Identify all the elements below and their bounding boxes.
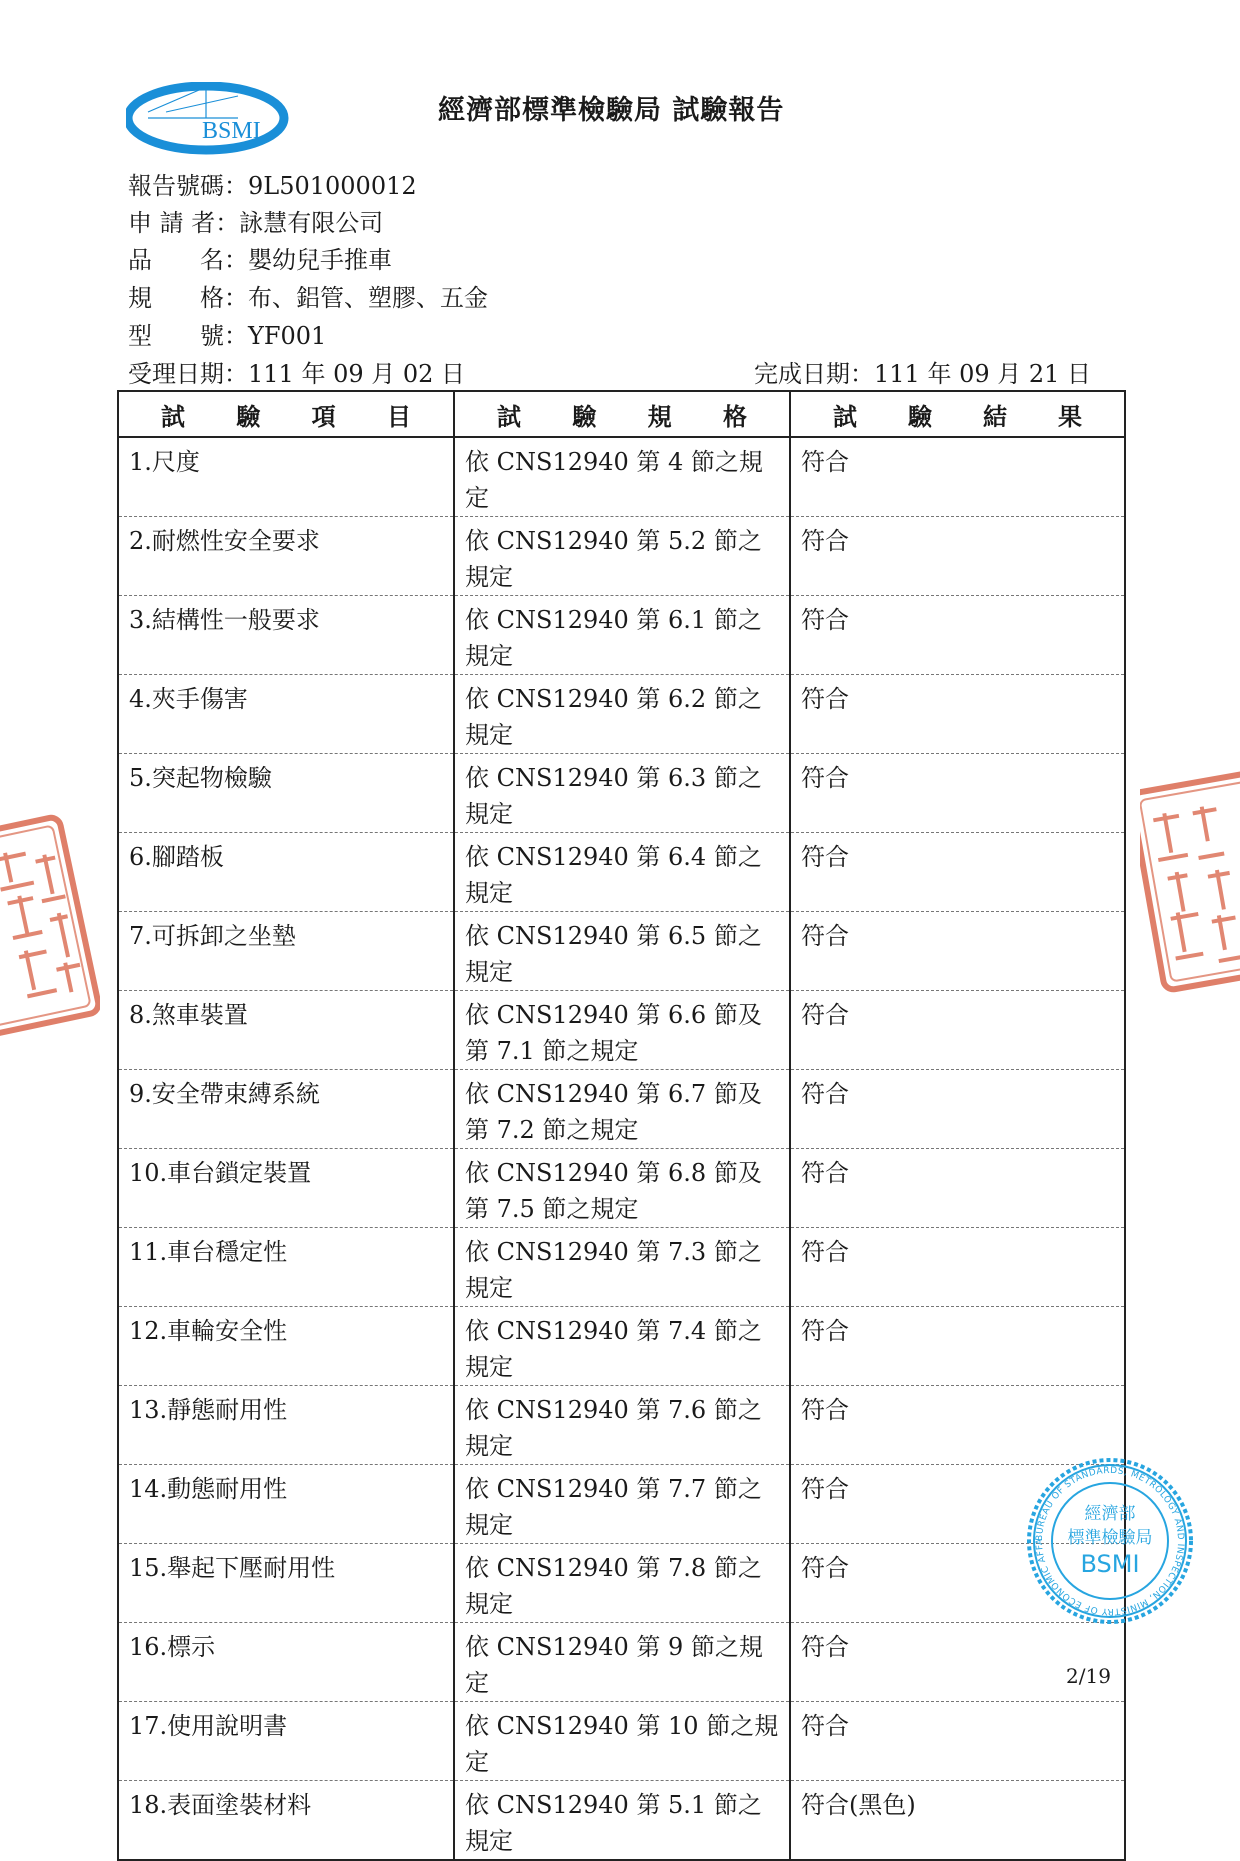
test-results-table xyxy=(117,390,1126,1861)
header-test-result: 試 驗 結 果 xyxy=(790,391,1125,437)
model-value: YF001 xyxy=(248,322,327,350)
test-spec: 依 CNS12940 第 6.2 節之規定 xyxy=(454,675,790,754)
test-spec: 依 CNS12940 第 7.7 節之規定 xyxy=(454,1465,790,1544)
test-item: 16.標示 xyxy=(118,1623,454,1702)
test-item: 5.突起物檢驗 xyxy=(118,754,454,833)
test-spec: 依 CNS12940 第 5.2 節之規定 xyxy=(454,517,790,596)
test-spec: 依 CNS12940 第 7.6 節之規定 xyxy=(454,1386,790,1465)
table-row xyxy=(118,1465,1125,1544)
test-item: 17.使用說明書 xyxy=(118,1702,454,1781)
test-spec: 依 CNS12940 第 6.7 節及第 7.2 節之規定 xyxy=(454,1070,790,1149)
test-spec: 依 CNS12940 第 7.8 節之規定 xyxy=(454,1544,790,1623)
test-spec: 依 CNS12940 第 6.4 節之規定 xyxy=(454,833,790,912)
test-result: 符合 xyxy=(790,675,1125,754)
table-row xyxy=(118,991,1125,1070)
table-row xyxy=(118,1149,1125,1228)
right-red-seal xyxy=(1140,765,1240,1015)
header-test-spec: 試 驗 規 格 xyxy=(454,391,790,437)
report-number-label: 報告號碼： xyxy=(128,172,248,200)
test-item: 15.舉起下壓耐用性 xyxy=(118,1544,454,1623)
table-row xyxy=(118,437,1125,517)
table-row xyxy=(118,1781,1125,1861)
test-result: 符合 xyxy=(790,912,1125,991)
table-row xyxy=(118,675,1125,754)
table-row xyxy=(118,1386,1125,1465)
page-title: 經濟部標準檢驗局 試驗報告 xyxy=(438,95,785,126)
left-red-seal xyxy=(0,800,100,1040)
test-result: 符合 xyxy=(790,596,1125,675)
test-item: 2.耐燃性安全要求 xyxy=(118,517,454,596)
test-item: 14.動態耐用性 xyxy=(118,1465,454,1544)
test-item: 4.夾手傷害 xyxy=(118,675,454,754)
report-number-value: 9L501000012 xyxy=(248,172,417,200)
test-item: 13.靜態耐用性 xyxy=(118,1386,454,1465)
test-spec: 依 CNS12940 第 10 節之規定 xyxy=(454,1702,790,1781)
test-result: 符合 xyxy=(790,1386,1125,1465)
test-result: 符合 xyxy=(790,833,1125,912)
test-item: 12.車輪安全性 xyxy=(118,1307,454,1386)
test-result: 符合 xyxy=(790,517,1125,596)
applicant-value: 詠慧有限公司 xyxy=(239,209,384,237)
test-spec: 依 CNS12940 第 6.3 節之規定 xyxy=(454,754,790,833)
test-result: 符合 xyxy=(790,1307,1125,1386)
stamp-line2: 標準檢驗局 xyxy=(1067,1528,1153,1548)
received-date-label: 受理日期： xyxy=(128,360,248,388)
test-item: 18.表面塗裝材料 xyxy=(118,1781,454,1861)
test-result: 符合 xyxy=(790,1070,1125,1149)
header-test-item: 試 驗 項 目 xyxy=(118,391,454,437)
spec-line xyxy=(128,278,488,313)
stamp-line1: 經濟部 xyxy=(1084,1504,1136,1524)
applicant-label: 申 請 者： xyxy=(128,209,240,237)
completed-date-line xyxy=(754,354,1091,389)
applicant-line xyxy=(128,203,383,238)
model-label: 型 號： xyxy=(128,322,248,350)
test-item: 6.腳踏板 xyxy=(118,833,454,912)
table-row xyxy=(118,1623,1125,1702)
test-item: 1.尺度 xyxy=(118,437,454,517)
test-item: 11.車台穩定性 xyxy=(118,1228,454,1307)
test-result: 符合 xyxy=(790,437,1125,517)
spec-label: 規 格： xyxy=(128,284,248,312)
table-row xyxy=(118,754,1125,833)
stamp-line3: BSMI xyxy=(1080,1550,1140,1578)
completed-date-value: 111 年 09 月 21 日 xyxy=(874,360,1092,388)
test-spec: 依 CNS12940 第 7.4 節之規定 xyxy=(454,1307,790,1386)
test-spec: 依 CNS12940 第 6.8 節及第 7.5 節之規定 xyxy=(454,1149,790,1228)
product-label: 品 名： xyxy=(128,246,248,274)
bsmi-round-stamp xyxy=(1025,1456,1195,1626)
table-row xyxy=(118,1070,1125,1149)
test-spec: 依 CNS12940 第 6.6 節及第 7.1 節之規定 xyxy=(454,991,790,1070)
received-date-value: 111 年 09 月 02 日 xyxy=(248,360,466,388)
test-spec: 依 CNS12940 第 4 節之規定 xyxy=(454,437,790,517)
table-row xyxy=(118,596,1125,675)
page-number: 2/19 xyxy=(1066,1664,1111,1688)
test-result: 符合 xyxy=(790,1149,1125,1228)
table-row xyxy=(118,833,1125,912)
model-line xyxy=(128,316,326,351)
stamp-ring-text: BUREAU OF STANDARDS, METROLOGY AND INSPECTION, MINISTRY OF ECONOMIC AFFA xyxy=(1034,1465,1186,1617)
test-result: 符合 xyxy=(790,1228,1125,1307)
spec-value: 布、鋁管、塑膠、五金 xyxy=(248,284,488,312)
bsmi-logo xyxy=(126,82,292,160)
table-header-row xyxy=(118,391,1125,437)
test-spec: 依 CNS12940 第 6.1 節之規定 xyxy=(454,596,790,675)
test-item: 9.安全帶束縛系統 xyxy=(118,1070,454,1149)
test-result: 符合 xyxy=(790,1623,1125,1702)
test-result: 符合 xyxy=(790,991,1125,1070)
test-item: 10.車台鎖定裝置 xyxy=(118,1149,454,1228)
test-item: 8.煞車裝置 xyxy=(118,991,454,1070)
logo-text: BSMI xyxy=(202,118,261,144)
received-date-line xyxy=(128,354,465,389)
table-row xyxy=(118,912,1125,991)
product-line xyxy=(128,240,392,275)
table-row xyxy=(118,1307,1125,1386)
table-row xyxy=(118,1702,1125,1781)
test-result: 符合 xyxy=(790,1465,1125,1544)
test-spec: 依 CNS12940 第 9 節之規定 xyxy=(454,1623,790,1702)
test-result: 符合(黑色) xyxy=(790,1781,1125,1861)
test-spec: 依 CNS12940 第 6.5 節之規定 xyxy=(454,912,790,991)
completed-date-label: 完成日期： xyxy=(754,360,874,388)
test-result: 符合 xyxy=(790,754,1125,833)
table-row xyxy=(118,1544,1125,1623)
product-value: 嬰幼兒手推車 xyxy=(248,246,392,274)
test-item: 3.結構性一般要求 xyxy=(118,596,454,675)
test-spec: 依 CNS12940 第 5.1 節之規定 xyxy=(454,1781,790,1861)
test-spec: 依 CNS12940 第 7.3 節之規定 xyxy=(454,1228,790,1307)
report-number-line xyxy=(128,166,417,201)
test-item: 7.可拆卸之坐墊 xyxy=(118,912,454,991)
table-row xyxy=(118,517,1125,596)
table-row xyxy=(118,1228,1125,1307)
test-result: 符合 xyxy=(790,1702,1125,1781)
test-result: 符合 xyxy=(790,1544,1125,1623)
